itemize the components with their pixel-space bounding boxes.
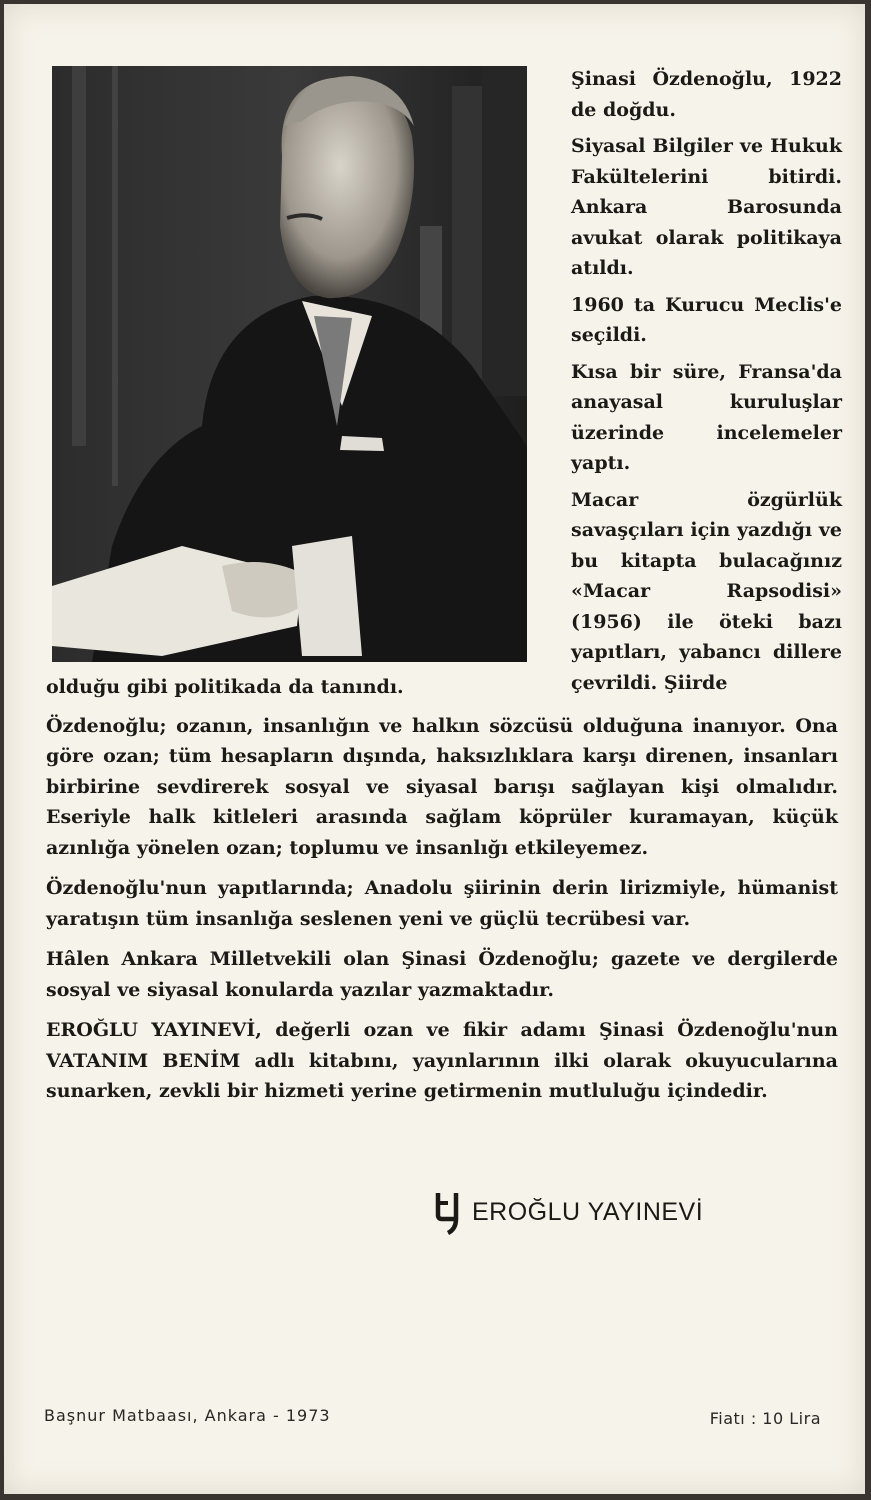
back-cover xyxy=(4,4,865,1494)
author-bio-column xyxy=(571,64,842,704)
body-paragraph: Özdenoğlu; ozanın, insanlığın ve halkın sözcüsü olduğuna inanıyor. Ona göre ozan; tüm hesapların dışında, haksızlıklara karşı direnen, insanları birbirine sevdirerek sosyal ve siyasal barışı sağlayan kişi olmalıdır. Eseriyle halk kitleleri arasında sağlam köprüler kuramayan, küçük azınlığa yönelen ozan; toplumu ve insanlığı etkileyemez. xyxy=(46,714,838,859)
printer-credit: Başnur Matbaası, Ankara - 1973 xyxy=(44,1406,331,1425)
bio-paragraph: 1960 ta Kurucu Meclis'e seçildi. xyxy=(571,293,842,346)
author-portrait-photo xyxy=(52,66,527,662)
bio-paragraph: Kısa bir süre, Fransa'da anayasal kuruluşlar üzerinde incelemeler yaptı. xyxy=(571,360,842,474)
ey-monogram-icon xyxy=(434,1189,464,1235)
body-paragraph: Hâlen Ankara Milletvekili olan Şinasi Özdenoğlu; gazete ve dergilerde sosyal ve siyasal konularda yazılar yazmaktadır. xyxy=(46,948,838,1001)
body-paragraph: EROĞLU YAYINEVİ, değerli ozan ve fikir adamı Şinasi Özdenoğlu'nun VATANIM BENİM adlı kitabını, yayınlarının ilki olarak okuyucularına sunarken, zevkli bir hizmeti yerine getirmenin mutluluğu içindedir. xyxy=(46,1019,838,1102)
author-portrait-illustration xyxy=(52,66,527,662)
body-paragraph: Özdenoğlu'nun yapıtlarında; Anadolu şiirinin derin lirizmiyle, hümanist yaratışın tüm insanlığa seslenen yeni ve güçlü tecrübesi var. xyxy=(46,877,838,930)
bio-paragraph: Şinasi Özdenoğlu, 1922 de doğdu. xyxy=(571,68,842,121)
price-label: Fiatı : 10 Lira xyxy=(709,1409,821,1428)
bio-continuation: olduğu gibi politikada da tanındı. xyxy=(46,676,404,698)
publisher-logo xyxy=(434,1189,703,1235)
author-description xyxy=(46,672,838,1117)
publisher-name: EROĞLU YAYINEVİ xyxy=(472,1197,704,1226)
bio-paragraph: Siyasal Bilgiler ve Hukuk Fakültelerini bitirdi. Ankara Barosunda avukat olarak politikaya atıldı. xyxy=(571,135,842,279)
bio-paragraph: Macar özgürlük savaşçıları için yazdığı ve bu kitapta bulacağınız «Macar Rapsodisi» (1956) ile öteki bazı yapıtları, yabancı dillere çevrildi. Şiirde xyxy=(571,488,842,694)
